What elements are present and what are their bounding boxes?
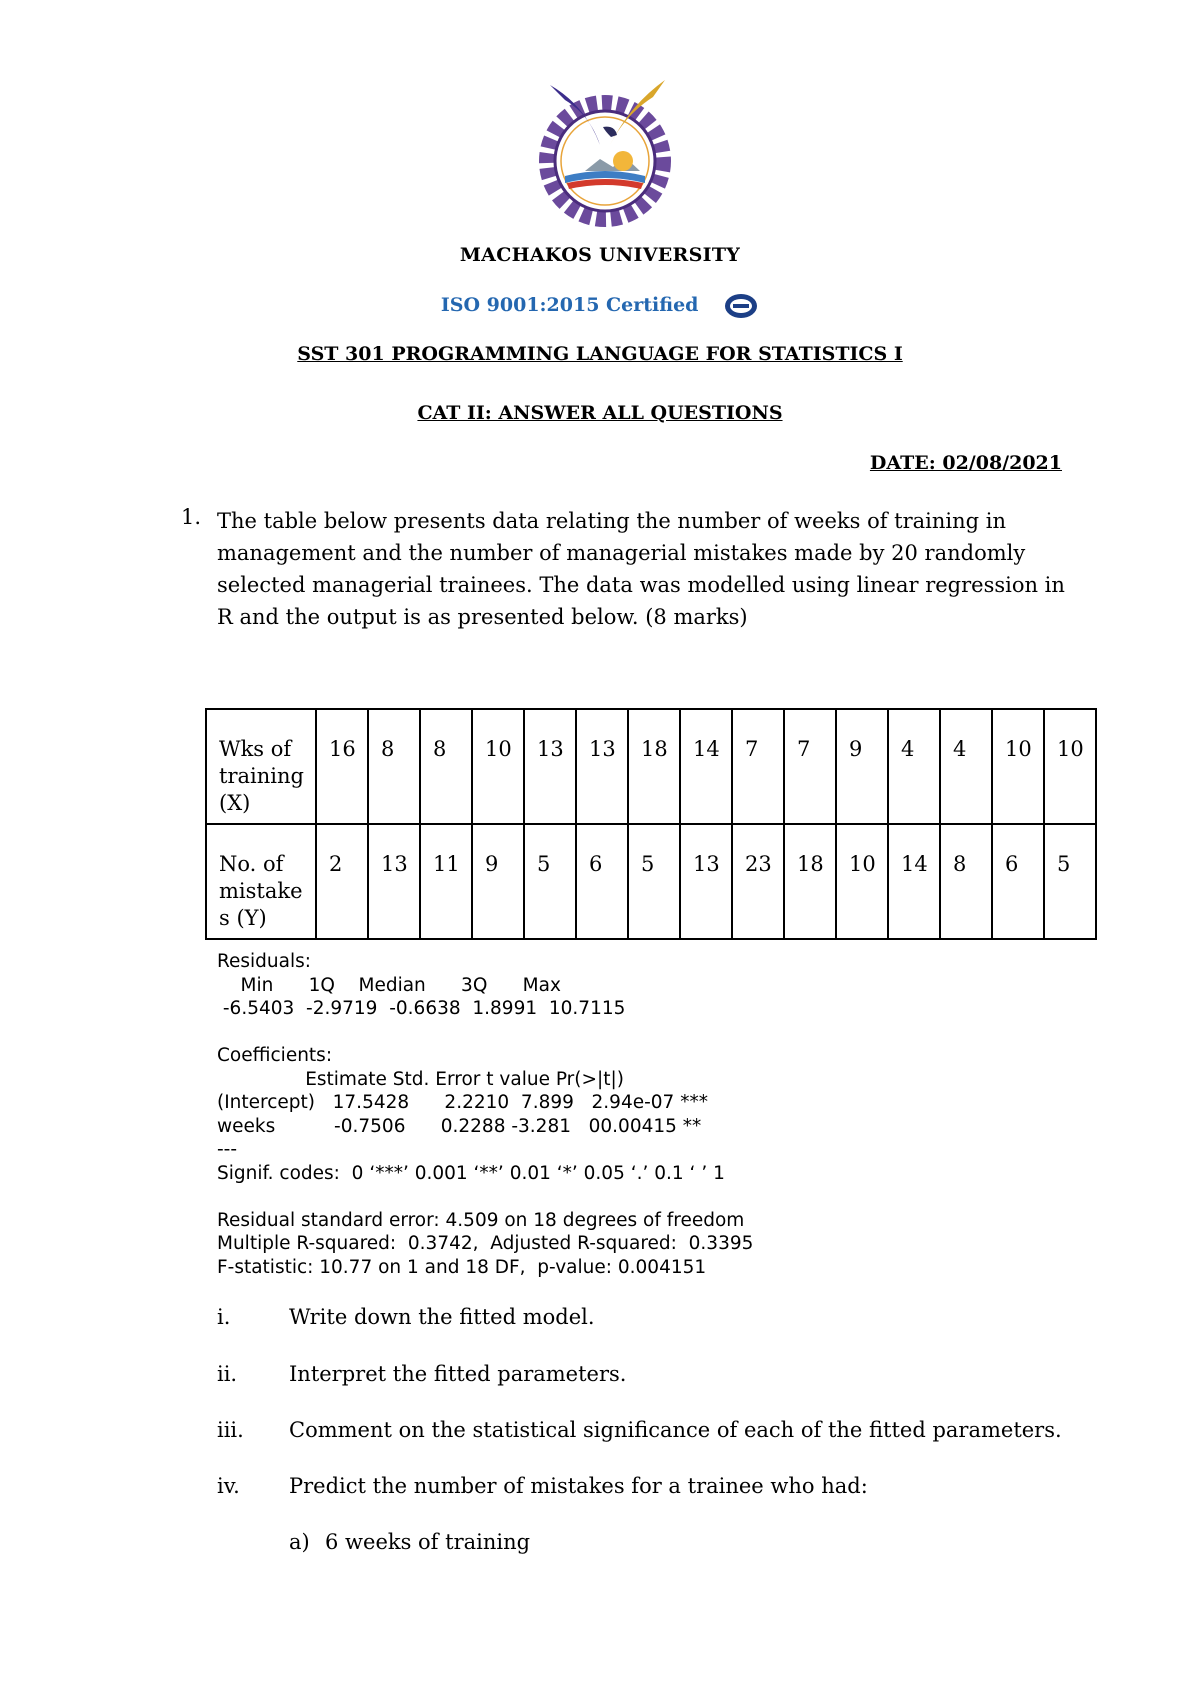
table-row-y <box>206 824 1096 939</box>
r-output-line: Residual standard error: 4.509 on 18 degrees of freedom <box>217 1209 745 1231</box>
part-a-text: 6 weeks of training <box>325 1530 531 1554</box>
data-table <box>205 708 1097 940</box>
r-output-line: Estimate Std. Error t value Pr(>|t|) <box>217 1068 624 1090</box>
university-name: MACHAKOS UNIVERSITY <box>459 244 741 266</box>
part-a-label: a) <box>289 1530 310 1554</box>
table-cell-y: 11 <box>420 824 472 939</box>
subquestion-number: iii. <box>217 1418 244 1442</box>
exam-date: DATE: 02/08/2021 <box>869 452 1062 474</box>
table-cell-x: 18 <box>628 709 680 824</box>
table-cell-x: 13 <box>576 709 628 824</box>
table-cell-y: 18 <box>784 824 836 939</box>
r-output-line: Min 1Q Median 3Q Max <box>217 974 561 996</box>
table-cell-x: 13 <box>524 709 576 824</box>
iso-text: ISO 9001:2015 Certified <box>440 294 699 316</box>
table-cell-y: 13 <box>680 824 732 939</box>
subquestion-text: Predict the number of mistakes for a trainee who had: <box>289 1474 868 1498</box>
table-cell-y: 8 <box>940 824 992 939</box>
r-output-line: Residuals: <box>217 951 311 972</box>
table-cell-y: 6 <box>576 824 628 939</box>
table-row-x <box>206 709 1096 824</box>
r-output-line: F-statistic: 10.77 on 1 and 18 DF, p-value: 0.004151 <box>217 1256 707 1278</box>
r-output-line <box>217 1185 753 1209</box>
r-output-line: Coefficients: <box>217 1045 333 1066</box>
table-cell-y: 14 <box>888 824 940 939</box>
table-cell-x: 4 <box>888 709 940 824</box>
row-label-x: Wks of training (X) <box>206 709 316 824</box>
r-output-line: weeks -0.7506 0.2288 -3.281 00.00415 ** <box>217 1115 702 1137</box>
r-output <box>217 950 753 1279</box>
r-output-line <box>217 1021 753 1045</box>
subquestion-text: Write down the fitted model. <box>289 1305 595 1329</box>
table-cell-x: 8 <box>420 709 472 824</box>
table-cell-x: 10 <box>992 709 1044 824</box>
subquestion-text: Interpret the fitted parameters. <box>289 1362 627 1386</box>
table-cell-y: 13 <box>368 824 420 939</box>
r-output-line: (Intercept) 17.5428 2.2210 7.899 2.94e-07 *** <box>217 1092 708 1113</box>
cat-title: CAT II: ANSWER ALL QUESTIONS <box>417 402 783 424</box>
table-cell-x: 10 <box>1044 709 1096 824</box>
table-cell-x: 14 <box>680 709 732 824</box>
question-number: 1. <box>181 505 202 529</box>
table-cell-y: 2 <box>316 824 368 939</box>
question-text: The table below presents data relating the number of weeks of training in management and the number of managerial mistakes made by 20 randomly selected managerial trainees. The data was modelled using linear regression in R and the output is as presented below. (8 marks) <box>217 509 1065 629</box>
table-cell-x: 4 <box>940 709 992 824</box>
r-output-line: Signif. codes: 0 ‘***’ 0.001 ‘**’ 0.01 ‘*’ 0.05 ‘.’ 0.1 ‘ ’ 1 <box>217 1162 725 1184</box>
table-cell-x: 9 <box>836 709 888 824</box>
table-cell-y: 5 <box>628 824 680 939</box>
table-cell-y: 23 <box>732 824 784 939</box>
table-cell-x: 8 <box>368 709 420 824</box>
r-output-line: Multiple R-squared: 0.3742, Adjusted R-squared: 0.3395 <box>217 1233 754 1254</box>
subquestion-number: iv. <box>217 1474 240 1498</box>
table-cell-y: 6 <box>992 824 1044 939</box>
subquestion-number: ii. <box>217 1362 238 1386</box>
table-cell-y: 10 <box>836 824 888 939</box>
university-logo <box>525 75 685 235</box>
table-cell-x: 7 <box>732 709 784 824</box>
table-cell-y: 5 <box>1044 824 1096 939</box>
iso-certification <box>0 292 1200 320</box>
row-label-y: No. of mistake s (Y) <box>206 824 316 939</box>
table-cell-x: 7 <box>784 709 836 824</box>
table-cell-x: 10 <box>472 709 524 824</box>
iso-badge-icon <box>723 292 759 320</box>
r-output-line: --- <box>217 1139 238 1160</box>
subquestion-number: i. <box>217 1305 231 1329</box>
table-cell-y: 9 <box>472 824 524 939</box>
subquestion-text: Comment on the statistical significance of each of the fitted parameters. <box>289 1418 1062 1442</box>
table-cell-y: 5 <box>524 824 576 939</box>
course-title: SST 301 PROGRAMMING LANGUAGE FOR STATISTICS I <box>297 343 903 365</box>
r-output-line: -6.5403 -2.9719 -0.6638 1.8991 10.7115 <box>217 998 626 1019</box>
table-cell-x: 16 <box>316 709 368 824</box>
